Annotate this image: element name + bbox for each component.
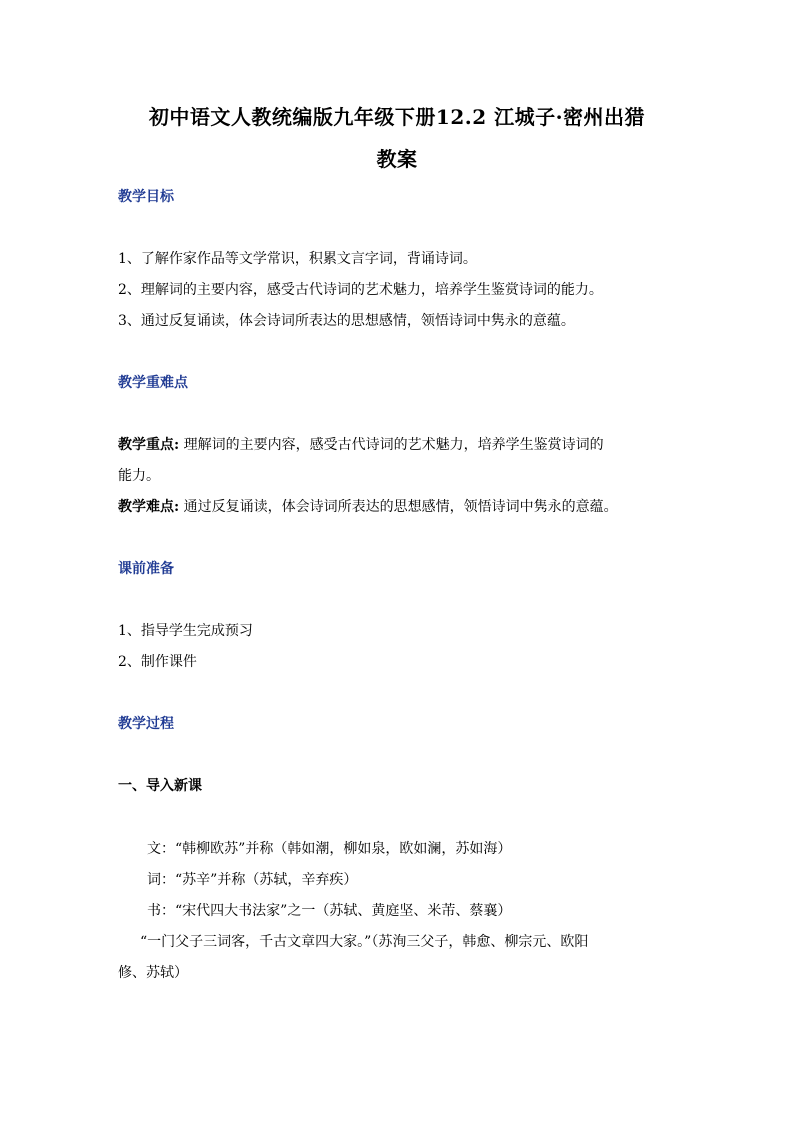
intro-line-1: 文：“韩柳欧苏”并称（韩如潮，柳如泉，欧如澜，苏如海） (147, 841, 512, 857)
key-point-focus-continued: 能力。 (118, 468, 160, 484)
focus-text: 理解词的主要内容，感受古代诗词的艺术魅力，培养学生鉴赏诗词的 (179, 437, 604, 453)
preparation-item-2: 2、制作课件 (118, 654, 197, 670)
section-heading-key-points: 教学重难点 (118, 375, 188, 391)
key-point-focus (118, 435, 604, 455)
intro-quote-line-2: 修、苏轼） (118, 965, 188, 981)
focus-label: 教学重点: (118, 437, 180, 453)
objective-item-3: 3、通过反复诵读，体会诗词所表达的思想感情，领悟诗词中隽永的意蕴。 (118, 313, 575, 329)
difficulty-label: 教学难点: (118, 499, 180, 515)
section-heading-preparation: 课前准备 (118, 561, 174, 577)
document-title-line-2: 教案 (376, 147, 418, 171)
preparation-item-1: 1、指导学生完成预习 (118, 623, 253, 639)
objective-item-2: 2、理解词的主要内容，感受古代诗词的艺术魅力，培养学生鉴赏诗词的能力。 (118, 282, 603, 298)
section-heading-objectives: 教学目标 (118, 189, 174, 205)
intro-quote-line-1: “一门父子三词客，千古文章四大家。”（苏洵三父子，韩愈、柳宗元、欧阳 (140, 934, 589, 950)
objective-item-1: 1、了解作家作品等文学常识，积累文言字词，背诵诗词。 (118, 251, 477, 267)
section-heading-process: 教学过程 (118, 716, 174, 732)
intro-line-2: 词：“苏辛”并称（苏轼，辛弃疾） (147, 872, 358, 888)
difficulty-text: 通过反复诵读，体会诗词所表达的思想感情，领悟诗词中隽永的意蕴。 (179, 499, 618, 515)
intro-line-3: 书：“宋代四大书法家”之一（苏轼、黄庭坚、米芾、蔡襄） (147, 903, 512, 919)
key-point-difficulty (118, 497, 618, 517)
document-title-line-1: 初中语文人教统编版九年级下册12.2 江城子·密州出猎 (148, 105, 646, 129)
process-part-1-title: 一、导入新课 (118, 778, 202, 794)
